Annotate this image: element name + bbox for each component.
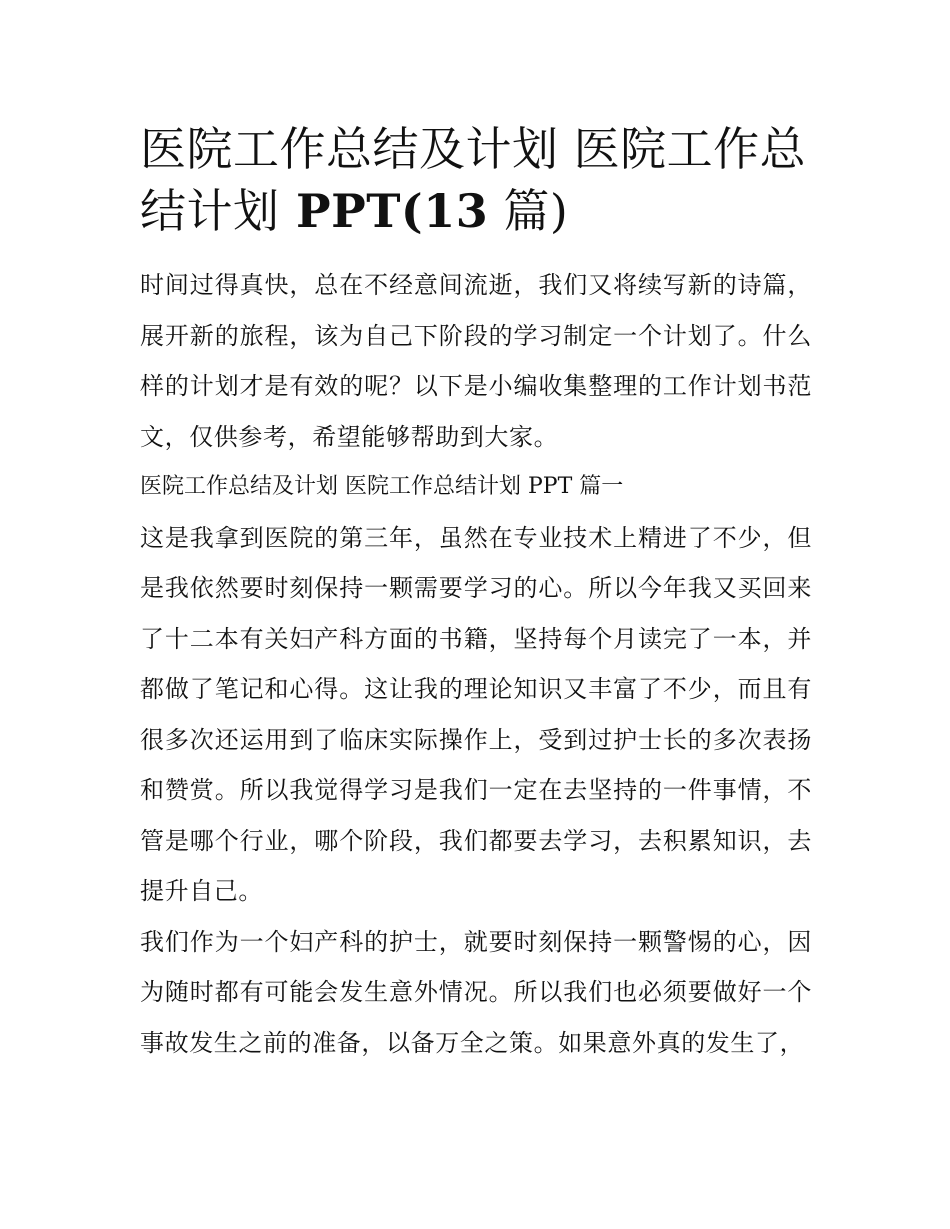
title-cjk: 医院工作总结及计划 医院工作总结计划	[140, 122, 807, 238]
body-paragraph-1: 这是我拿到医院的第三年，虽然在专业技术上精进了不少，但是我依然要时刻保持一颗需要学习的心。所以今年我又买回来了十二本有关妇产科方面的书籍，坚持每个月读完了一本，并都做了笔记和心得。这让我的理论知识又丰富了不少，而且有很多次还运用到了临床实际操作上，受到过护士长的多次表扬和赞赏。所以我觉得学习是我们一定在去坚持的一件事情，不管是哪个行业，哪个阶段，我们都要去学习，去积累知识，去提升自己。	[140, 523, 812, 905]
document-content	[140, 118, 812, 1068]
page-title	[140, 118, 812, 242]
intro-paragraph: 时间过得真快，总在不经意间流逝，我们又将续写新的诗篇，展开新的旅程，该为自己下阶段的学习制定一个计划了。什么样的计划才是有效的呢？以下是小编收集整理的工作计划书范文，仅供参考，希望能够帮助到大家。	[140, 271, 812, 451]
body-paragraph-2: 我们作为一个妇产科的护士，就要时刻保持一颗警惕的心，因为随时都有可能会发生意外情况。所以我们也必须要做好一个事故发生之前的准备，以备万全之策。如果意外真的发生了，	[140, 927, 812, 1057]
title-tail: 篇)	[488, 184, 569, 238]
section-heading: 医院工作总结及计划 医院工作总结计划 PPT 篇一	[140, 474, 624, 499]
title-latin: PPT(13	[279, 184, 489, 238]
